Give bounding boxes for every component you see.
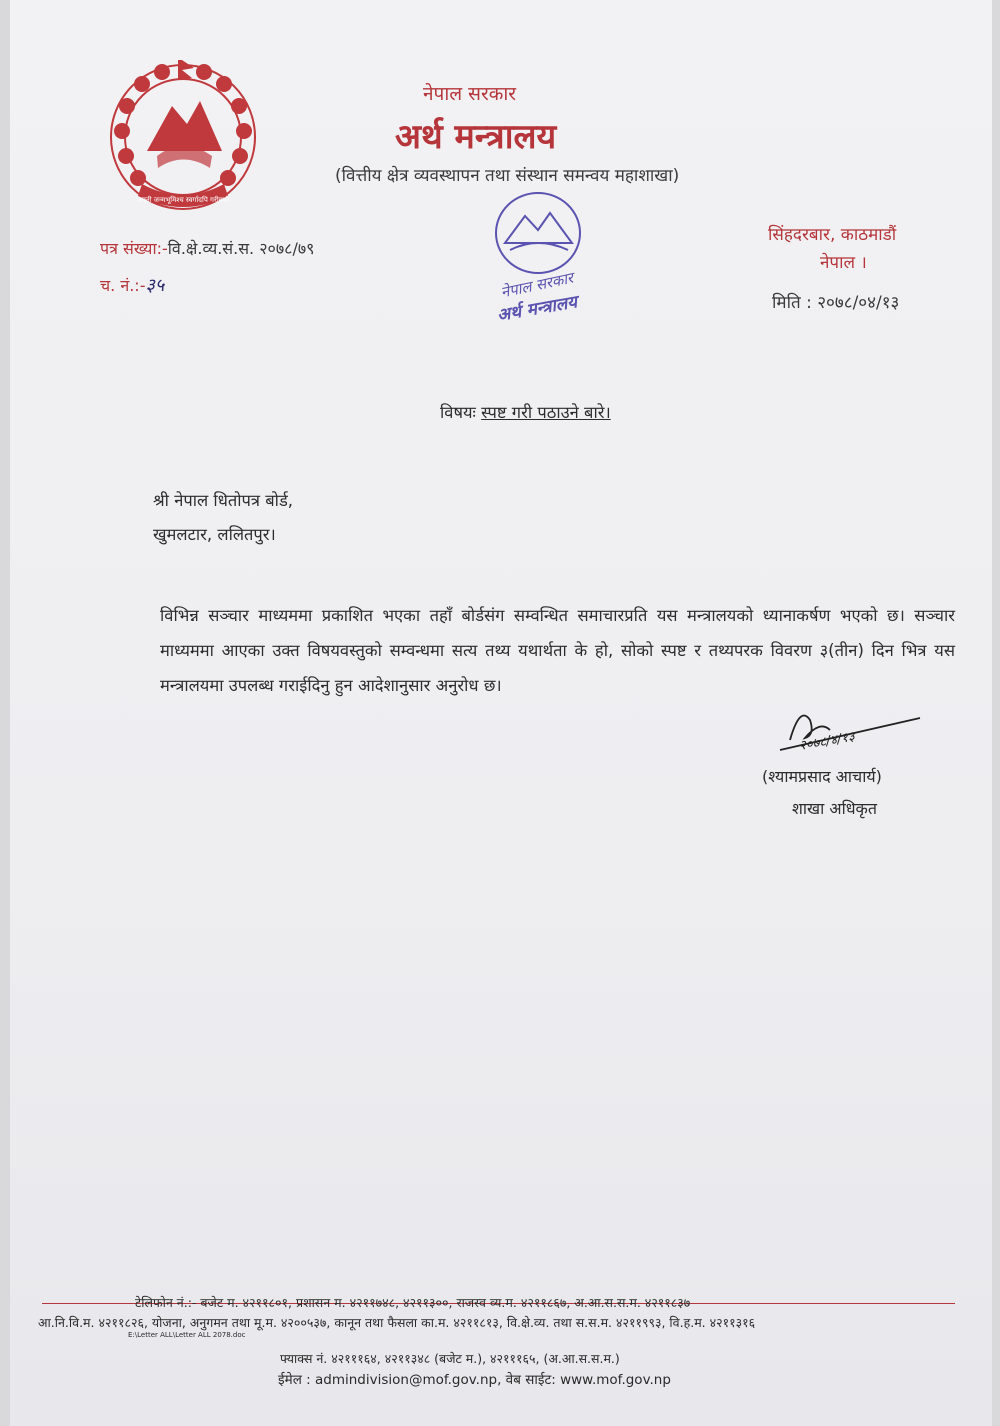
subject-text: स्पष्ट गरी पठाउने बारे।	[481, 403, 611, 422]
signer-name: (श्यामप्रसाद आचार्य)	[762, 767, 882, 786]
date-label: मिति :	[772, 293, 812, 313]
letter-body: विभिन्न सञ्चार माध्यममा प्रकाशित भएका तहाँ बोर्डसंग सम्वन्धित समाचारप्रति यस मन्त्रालयको ध्यानाकर्षण भएको छ। सञ्चार माध्यममा आएका उक्त विषयवस्तुको सम्वन्धमा सत्य तथ्य यथार्थता के हो, सोको स्पष्ट र तथ्यपरक विवरण ३(तीन) दिन भित्र यस मन्त्रालयमा उपलब्ध गराईदिनु हुन आदेशानुसार अनुरोध छ।	[160, 606, 955, 695]
govt-name: नेपाल सरकार	[423, 83, 517, 105]
dispatch-number-label: च. नं.:-	[100, 276, 146, 295]
letter-number	[100, 237, 315, 259]
date-value: २०७८/०४/१३	[817, 293, 900, 313]
footer-phone-line2: आ.नि.वि.म. ४२११८२६, योजना, अनुगमन तथा मू.म. ४२००५३७, कानून तथा फैसला का.म. ४२११८१३, वि.क्षे.व्य. तथा स.स.म. ४२११९९३, वि.ह.म. ४२११३१६	[38, 1315, 756, 1330]
footer-filepath: E:\Letter ALL\Letter ALL 2078.doc	[128, 1331, 246, 1339]
address-line1: सिंहदरबार, काठमाडौं	[768, 225, 897, 245]
ministry-stamp-icon	[480, 188, 600, 328]
stamp-line1: नेपाल सरकार	[499, 268, 575, 302]
nepal-emblem-icon	[102, 56, 264, 218]
signature-date: २०७८/४/१३	[798, 729, 856, 754]
footer-fax-line: फ्याक्स नं. ४२१११६४, ४२११३४८ (बजेट म.), ४२१११६५, (अ.आ.स.स.म.)	[280, 1351, 620, 1366]
ministry-name: अर्थ मन्त्रालय	[395, 117, 557, 157]
footer-contact-line: ईमेल : admindivision@mof.gov.np, वेब साईट: www.mof.gov.np	[278, 1372, 671, 1388]
signature-scribble	[770, 700, 930, 760]
signer-title: शाखा अधिकृत	[792, 799, 877, 818]
letter-number-label: पत्र संख्या:-	[100, 239, 168, 258]
letter-page	[10, 0, 992, 1426]
footer-phone-line1: टेलिफोन नं.:- बजेट म. ४२११८०१, प्रशासन म. ४२११७४८, ४२११३००, राजस्व व्य.म. ४२११८६७, अ.आ.स.स.म. ४२११८३७	[135, 1295, 691, 1310]
dispatch-number	[100, 273, 164, 297]
letter-date	[772, 290, 899, 313]
letter-number-value: वि.क्षे.व्य.सं.स. २०७८/७९	[167, 239, 315, 258]
emblem-motto: जननी जन्मभूमिश्च स्वर्गादपि गरीयसी	[136, 196, 230, 204]
subject	[440, 400, 611, 423]
division-name: (वित्तीय क्षेत्र व्यवस्थापन तथा संस्थान समन्वय महाशाखा)	[335, 166, 680, 186]
subject-label: विषयः	[440, 403, 476, 422]
dispatch-number-value: ३५	[145, 275, 165, 296]
recipient-line1: श्री नेपाल धितोपत्र बोर्ड,	[153, 491, 294, 510]
stamp-line2: अर्थ मन्त्रालय	[495, 292, 579, 326]
address-line2: नेपाल ।	[820, 253, 867, 273]
recipient-line2: खुमलटार, ललितपुर।	[153, 525, 276, 544]
